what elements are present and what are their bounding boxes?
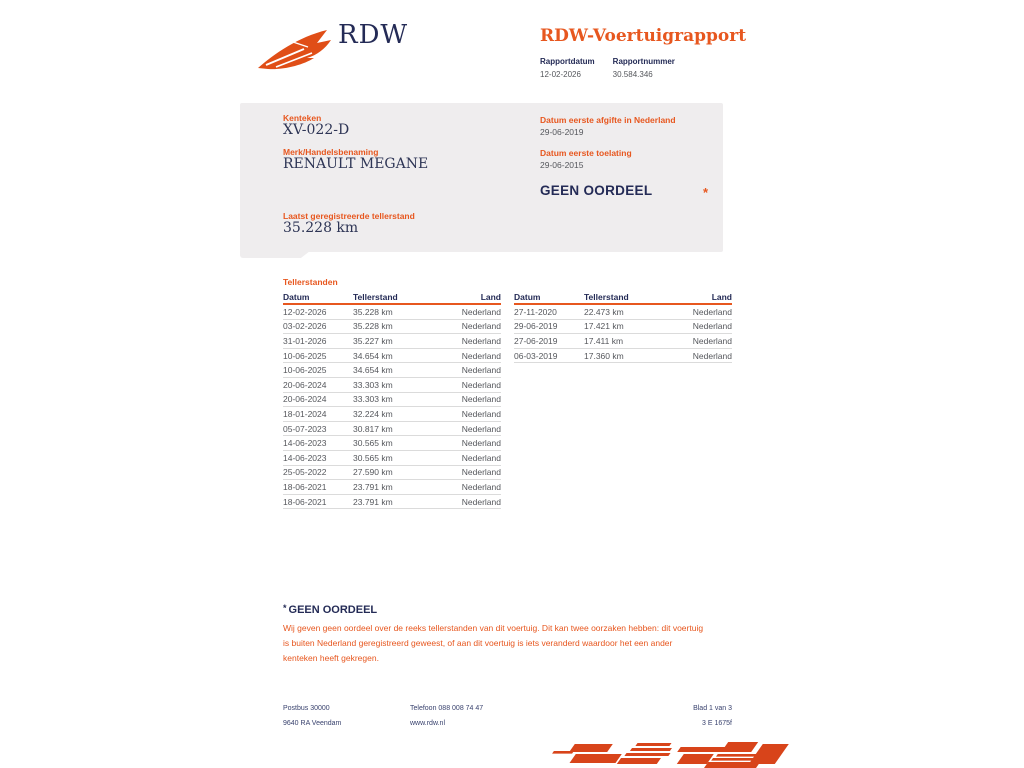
row-tellerstand: 30.817 km: [353, 423, 393, 434]
row-date: 20-06-2024: [283, 379, 327, 390]
row-land: Nederland: [461, 408, 501, 419]
row-land: Nederland: [461, 481, 501, 492]
row-tellerstand: 35.228 km: [353, 306, 393, 317]
row-land: Nederland: [461, 452, 501, 463]
table-row: [283, 466, 501, 481]
row-land: Nederland: [461, 496, 501, 507]
row-date: 27-06-2019: [514, 335, 558, 346]
table-row: [283, 436, 501, 451]
row-date: 25-05-2022: [283, 467, 327, 478]
row-date: 10-06-2025: [283, 350, 327, 361]
report-number-value: 30.584.346: [612, 70, 653, 79]
row-date: 18-01-2024: [283, 408, 327, 419]
report-date-value: 12-02-2026: [540, 70, 581, 79]
speed-stripes-graphic-icon: [545, 738, 795, 768]
rdw-logo-text: RDW: [338, 20, 409, 50]
table-row: [283, 363, 501, 378]
table-row: [283, 393, 501, 408]
row-tellerstand: 35.228 km: [353, 321, 393, 332]
row-tellerstand: 17.411 km: [584, 335, 624, 346]
col-header-tellerstand: Tellerstand: [584, 292, 629, 302]
footnote-title: [283, 603, 707, 616]
row-land: Nederland: [461, 467, 501, 478]
verdict-footnote: [283, 603, 707, 666]
tellerstanden-table-left: [283, 289, 501, 509]
asterisk-icon: *: [283, 603, 287, 613]
afgifte-value: 29-06-2019: [540, 127, 584, 137]
row-date: 18-06-2021: [283, 496, 327, 507]
table-row: [514, 320, 732, 335]
row-land: Nederland: [461, 423, 501, 434]
afgifte-label: Datum eerste afgifte in Nederland: [540, 115, 676, 125]
rdw-logo: [256, 20, 409, 72]
table-row: [283, 451, 501, 466]
merk-value: RENAULT MEGANE: [283, 156, 429, 172]
table-row: [514, 334, 732, 349]
footnote-body: Wij geven geen oordeel over de reeks tellerstanden van dit voertuig. Dit kan twee oorzaken hebben: dit voertuig is buiten Nederland geregistreerd geweest, of aan dit voertuig is iets veranderd waardoor het een ander kenteken heeft gekregen.: [283, 623, 704, 663]
row-tellerstand: 23.791 km: [353, 481, 393, 492]
report-number-label: Rapportnummer: [612, 57, 675, 66]
summary-box-tab: [240, 251, 310, 258]
row-date: 12-02-2026: [283, 306, 327, 317]
row-tellerstand: 33.303 km: [353, 394, 393, 405]
toelating-value: 29-06-2015: [540, 160, 584, 170]
tellerstanden-table-right: [514, 289, 732, 509]
table-row: [514, 349, 732, 364]
asterisk-icon: *: [702, 185, 708, 200]
footer-address-line2: 9640 RA Veendam: [283, 720, 342, 727]
row-tellerstand: 34.654 km: [353, 350, 393, 361]
row-land: Nederland: [692, 321, 732, 332]
col-header-tellerstand: Tellerstand: [353, 292, 398, 302]
row-date: 18-06-2021: [283, 481, 327, 492]
row-date: 27-11-2020: [514, 306, 557, 317]
report-date-label: Rapportdatum: [540, 57, 595, 66]
row-tellerstand: 23.791 km: [353, 496, 393, 507]
table-row: [283, 334, 501, 349]
table-row: [283, 378, 501, 393]
col-header-datum: Datum: [283, 292, 310, 302]
row-land: Nederland: [692, 306, 732, 317]
row-land: Nederland: [461, 321, 501, 332]
row-date: 14-06-2023: [283, 452, 327, 463]
footer-address-line1: Postbus 30000: [283, 705, 330, 712]
row-date: 29-06-2019: [514, 321, 558, 332]
row-land: Nederland: [461, 335, 501, 346]
rdw-wing-logo-icon: [256, 27, 332, 71]
row-date: 20-06-2024: [283, 394, 327, 405]
page-footer: [283, 701, 732, 731]
row-land: Nederland: [461, 306, 501, 317]
row-land: Nederland: [692, 335, 732, 346]
table-header: [514, 289, 732, 305]
tellerstand-value: 35.228 km: [283, 220, 359, 236]
col-header-datum: Datum: [514, 292, 541, 302]
table-row: [514, 305, 732, 320]
report-meta: [540, 57, 675, 79]
row-land: Nederland: [461, 379, 501, 390]
row-tellerstand: 17.360 km: [584, 350, 624, 361]
footer-page-info: Blad 1 van 3: [693, 705, 732, 712]
merk-label: Merk/Handelsbenaming: [283, 147, 379, 157]
table-body-left: [283, 305, 501, 509]
row-tellerstand: 35.227 km: [353, 335, 393, 346]
footnote-title-text: GEEN OORDEEL: [288, 604, 378, 616]
col-header-land: Land: [711, 292, 732, 302]
toelating-label: Datum eerste toelating: [540, 148, 632, 158]
tellerstand-label: Laatst geregistreerde tellerstand: [283, 211, 415, 221]
row-land: Nederland: [461, 365, 501, 376]
row-date: 06-03-2019: [514, 350, 558, 361]
verdict-text: GEEN OORDEEL: [540, 183, 653, 198]
table-header: [283, 289, 501, 305]
row-land: Nederland: [461, 438, 501, 449]
col-header-land: Land: [480, 292, 501, 302]
tellerstanden-tables: [283, 289, 732, 509]
kenteken-value: XV-022-D: [283, 122, 350, 138]
table-body-right: [514, 305, 732, 363]
table-row: [283, 422, 501, 437]
row-tellerstand: 27.590 km: [353, 467, 393, 478]
table-row: [283, 495, 501, 510]
table-row: [283, 320, 501, 335]
row-land: Nederland: [461, 394, 501, 405]
table-row: [283, 305, 501, 320]
tellerstanden-section-title: Tellerstanden: [283, 277, 338, 287]
row-date: 31-01-2026: [283, 335, 327, 346]
row-tellerstand: 32.224 km: [353, 408, 393, 419]
kenteken-label: Kenteken: [283, 113, 322, 123]
row-tellerstand: 22.473 km: [584, 306, 624, 317]
page-title: RDW-Voertuigrapport: [540, 26, 747, 46]
row-tellerstand: 34.654 km: [353, 365, 393, 376]
row-date: 10-06-2025: [283, 365, 327, 376]
row-date: 05-07-2023: [283, 423, 327, 434]
row-tellerstand: 33.303 km: [353, 379, 393, 390]
row-land: Nederland: [692, 350, 732, 361]
footer-website: www.rdw.nl: [410, 720, 446, 727]
footer-doc-code: 3 E 1675f: [702, 720, 732, 727]
table-row: [283, 349, 501, 364]
row-date: 03-02-2026: [283, 321, 327, 332]
row-date: 14-06-2023: [283, 438, 327, 449]
row-tellerstand: 30.565 km: [353, 452, 393, 463]
footer-phone: Telefoon 088 008 74 47: [410, 705, 484, 712]
row-land: Nederland: [461, 350, 501, 361]
table-row: [283, 407, 501, 422]
table-row: [283, 480, 501, 495]
vehicle-summary-box: [240, 103, 723, 252]
row-tellerstand: 17.421 km: [584, 321, 624, 332]
row-tellerstand: 30.565 km: [353, 438, 393, 449]
